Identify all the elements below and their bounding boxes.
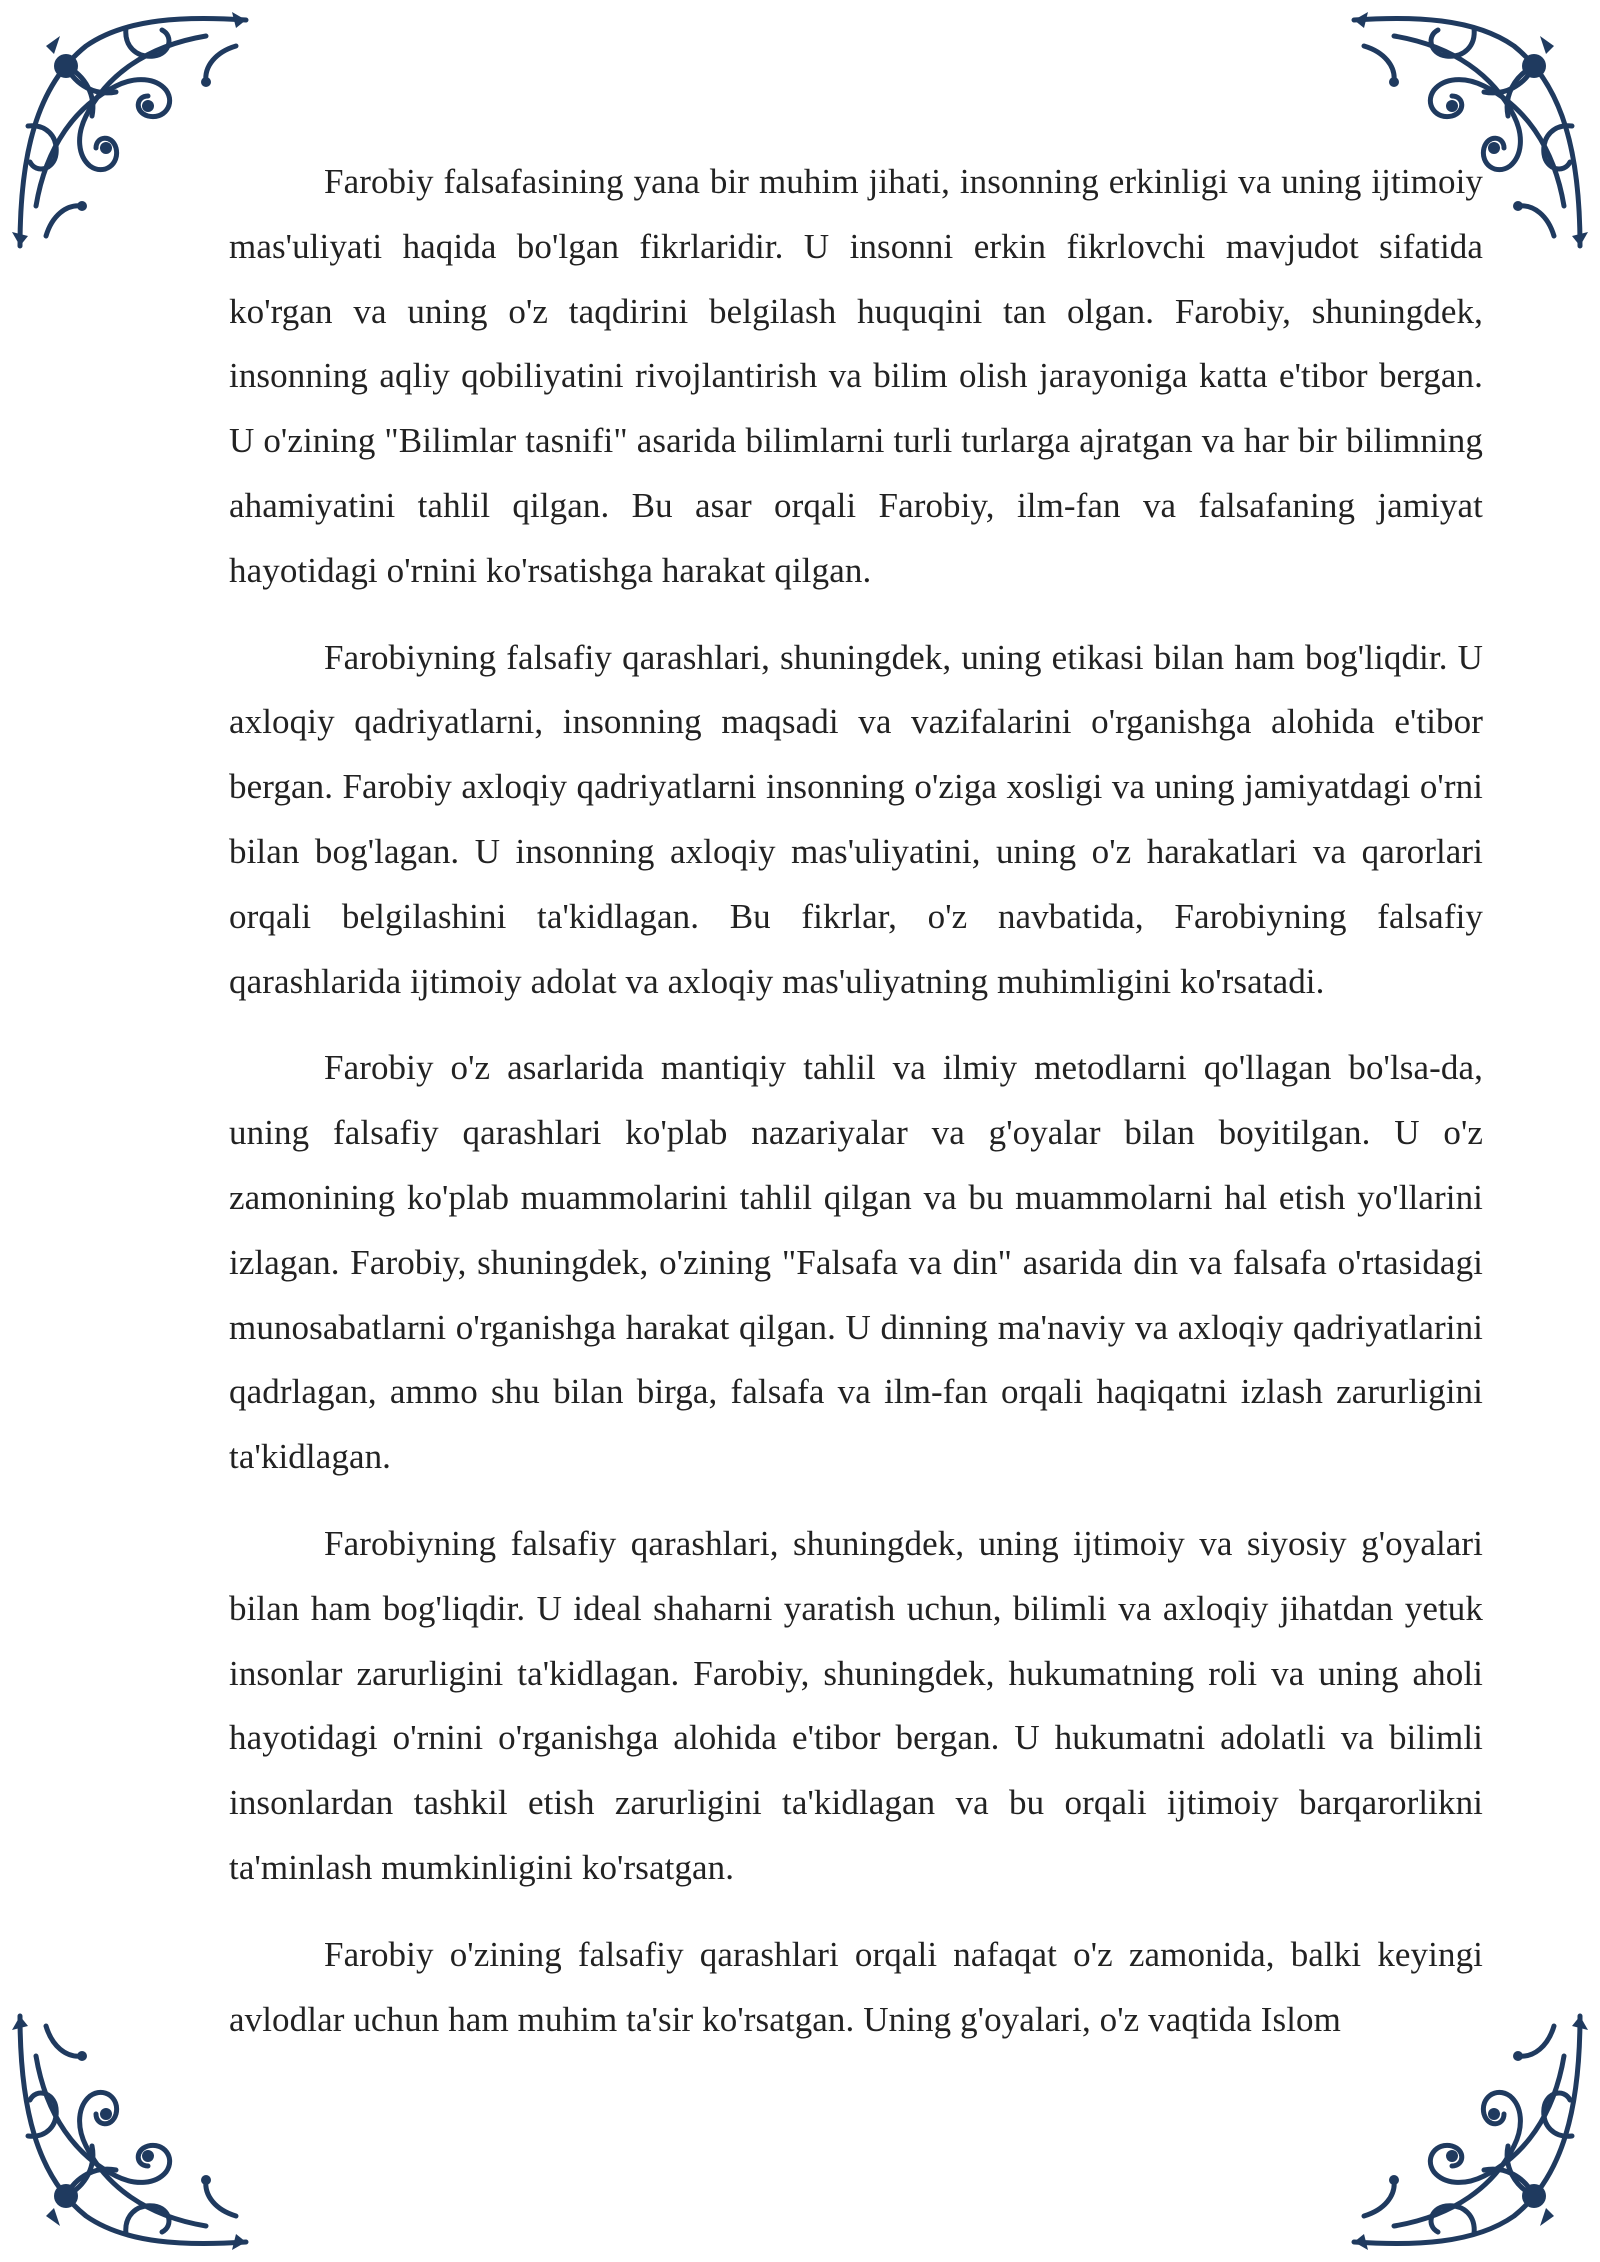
paragraph-1: Farobiy falsafasining yana bir muhim jihati, insonning erkinligi va uning ijtimoiy mas'uliyati haqida bo'lgan fikrlaridir. U insonni erkin fikrlovchi mavjudot sifatida ko'rgan va uning o'z taqdirini belgilash huquqini tan olgan. Farobiy, shuningdek, insonning aqliy qobiliyatini rivojlantirish va bilim olish jarayoniga katta e'tibor bergan. U o'zining "Bilimlar tasnifi" asarida bilimlarni turli turlarga ajratgan va har bir bilimning ahamiyatini tahlil qilgan. Bu asar orqali Farobiy, ilm-fan va falsafaning jamiyat hayotidagi o'rnini ko'rsatishga harakat qilgan. [229, 162, 1483, 590]
corner-ornament-top-left [6, 6, 256, 256]
corner-ornament-bottom-left [6, 2006, 256, 2256]
document-body [229, 150, 1483, 2074]
floral-flourish-corner-icon [6, 2006, 256, 2256]
paragraph-3: Farobiy o'z asarlarida mantiqiy tahlil va ilmiy metodlarni qo'llagan bo'lsa-da, uning falsafiy qarashlari ko'plab nazariyalar va g'oyalar bilan boyitilgan. U o'z zamonining ko'plab muammolarini tahlil qilgan va bu muammolarni hal etish yo'llarini izlagan. Farobiy, shuningdek, o'zining "Falsafa va din" asarida din va falsafa o'rtasidagi munosabatlarni o'rganishga harakat qilgan. U dinning ma'naviy va axloqiy qadriyatlarini qadrlagan, ammo shu bilan birga, falsafa va ilm-fan orqali haqiqatni izlash zarurligini ta'kidlagan. [229, 1048, 1483, 1477]
floral-flourish-corner-icon [6, 6, 256, 256]
paragraph-5: Farobiy o'zining falsafiy qarashlari orqali nafaqat o'z zamonida, balki keyingi avlodlar uchun ham muhim ta'sir ko'rsatgan. Uning g'oyalari, o'z vaqtida Islom [229, 1934, 1483, 2039]
paragraph-2: Farobiyning falsafiy qarashlari, shuningdek, uning etikasi bilan ham bog'liqdir. U axloqiy qadriyatlarni, insonning maqsadi va vazifalarini o'rganishga alohida e'tibor bergan. Farobiy axloqiy qadriyatlarni insonning o'ziga xosligi va uning jamiyatdagi o'rni bilan bog'lagan. U insonning axloqiy mas'uliyatini, uning o'z harakatlari va qarorlari orqali belgilashini ta'kidlagan. Bu fikrlar, o'z navbatida, Farobiyning falsafiy qarashlarida ijtimoiy adolat va axloqiy mas'uliyatning muhimligini ko'rsatadi. [229, 637, 1483, 1001]
paragraph-4: Farobiyning falsafiy qarashlari, shuningdek, uning ijtimoiy va siyosiy g'oyalari bilan ham bog'liqdir. U ideal shaharni yaratish uchun, bilimli va axloqiy jihatdan yetuk insonlar zarurligini ta'kidlagan. Farobiy, shuningdek, hukumatning roli va uning aholi hayotidagi o'rnini o'rganishga alohida e'tibor bergan. U hukumatni adolatli va bilimli insonlardan tashkil etish zarurligini ta'kidlagan va bu orqali ijtimoiy barqarorlikni ta'minlash mumkinligini ko'rsatgan. [229, 1523, 1483, 1887]
